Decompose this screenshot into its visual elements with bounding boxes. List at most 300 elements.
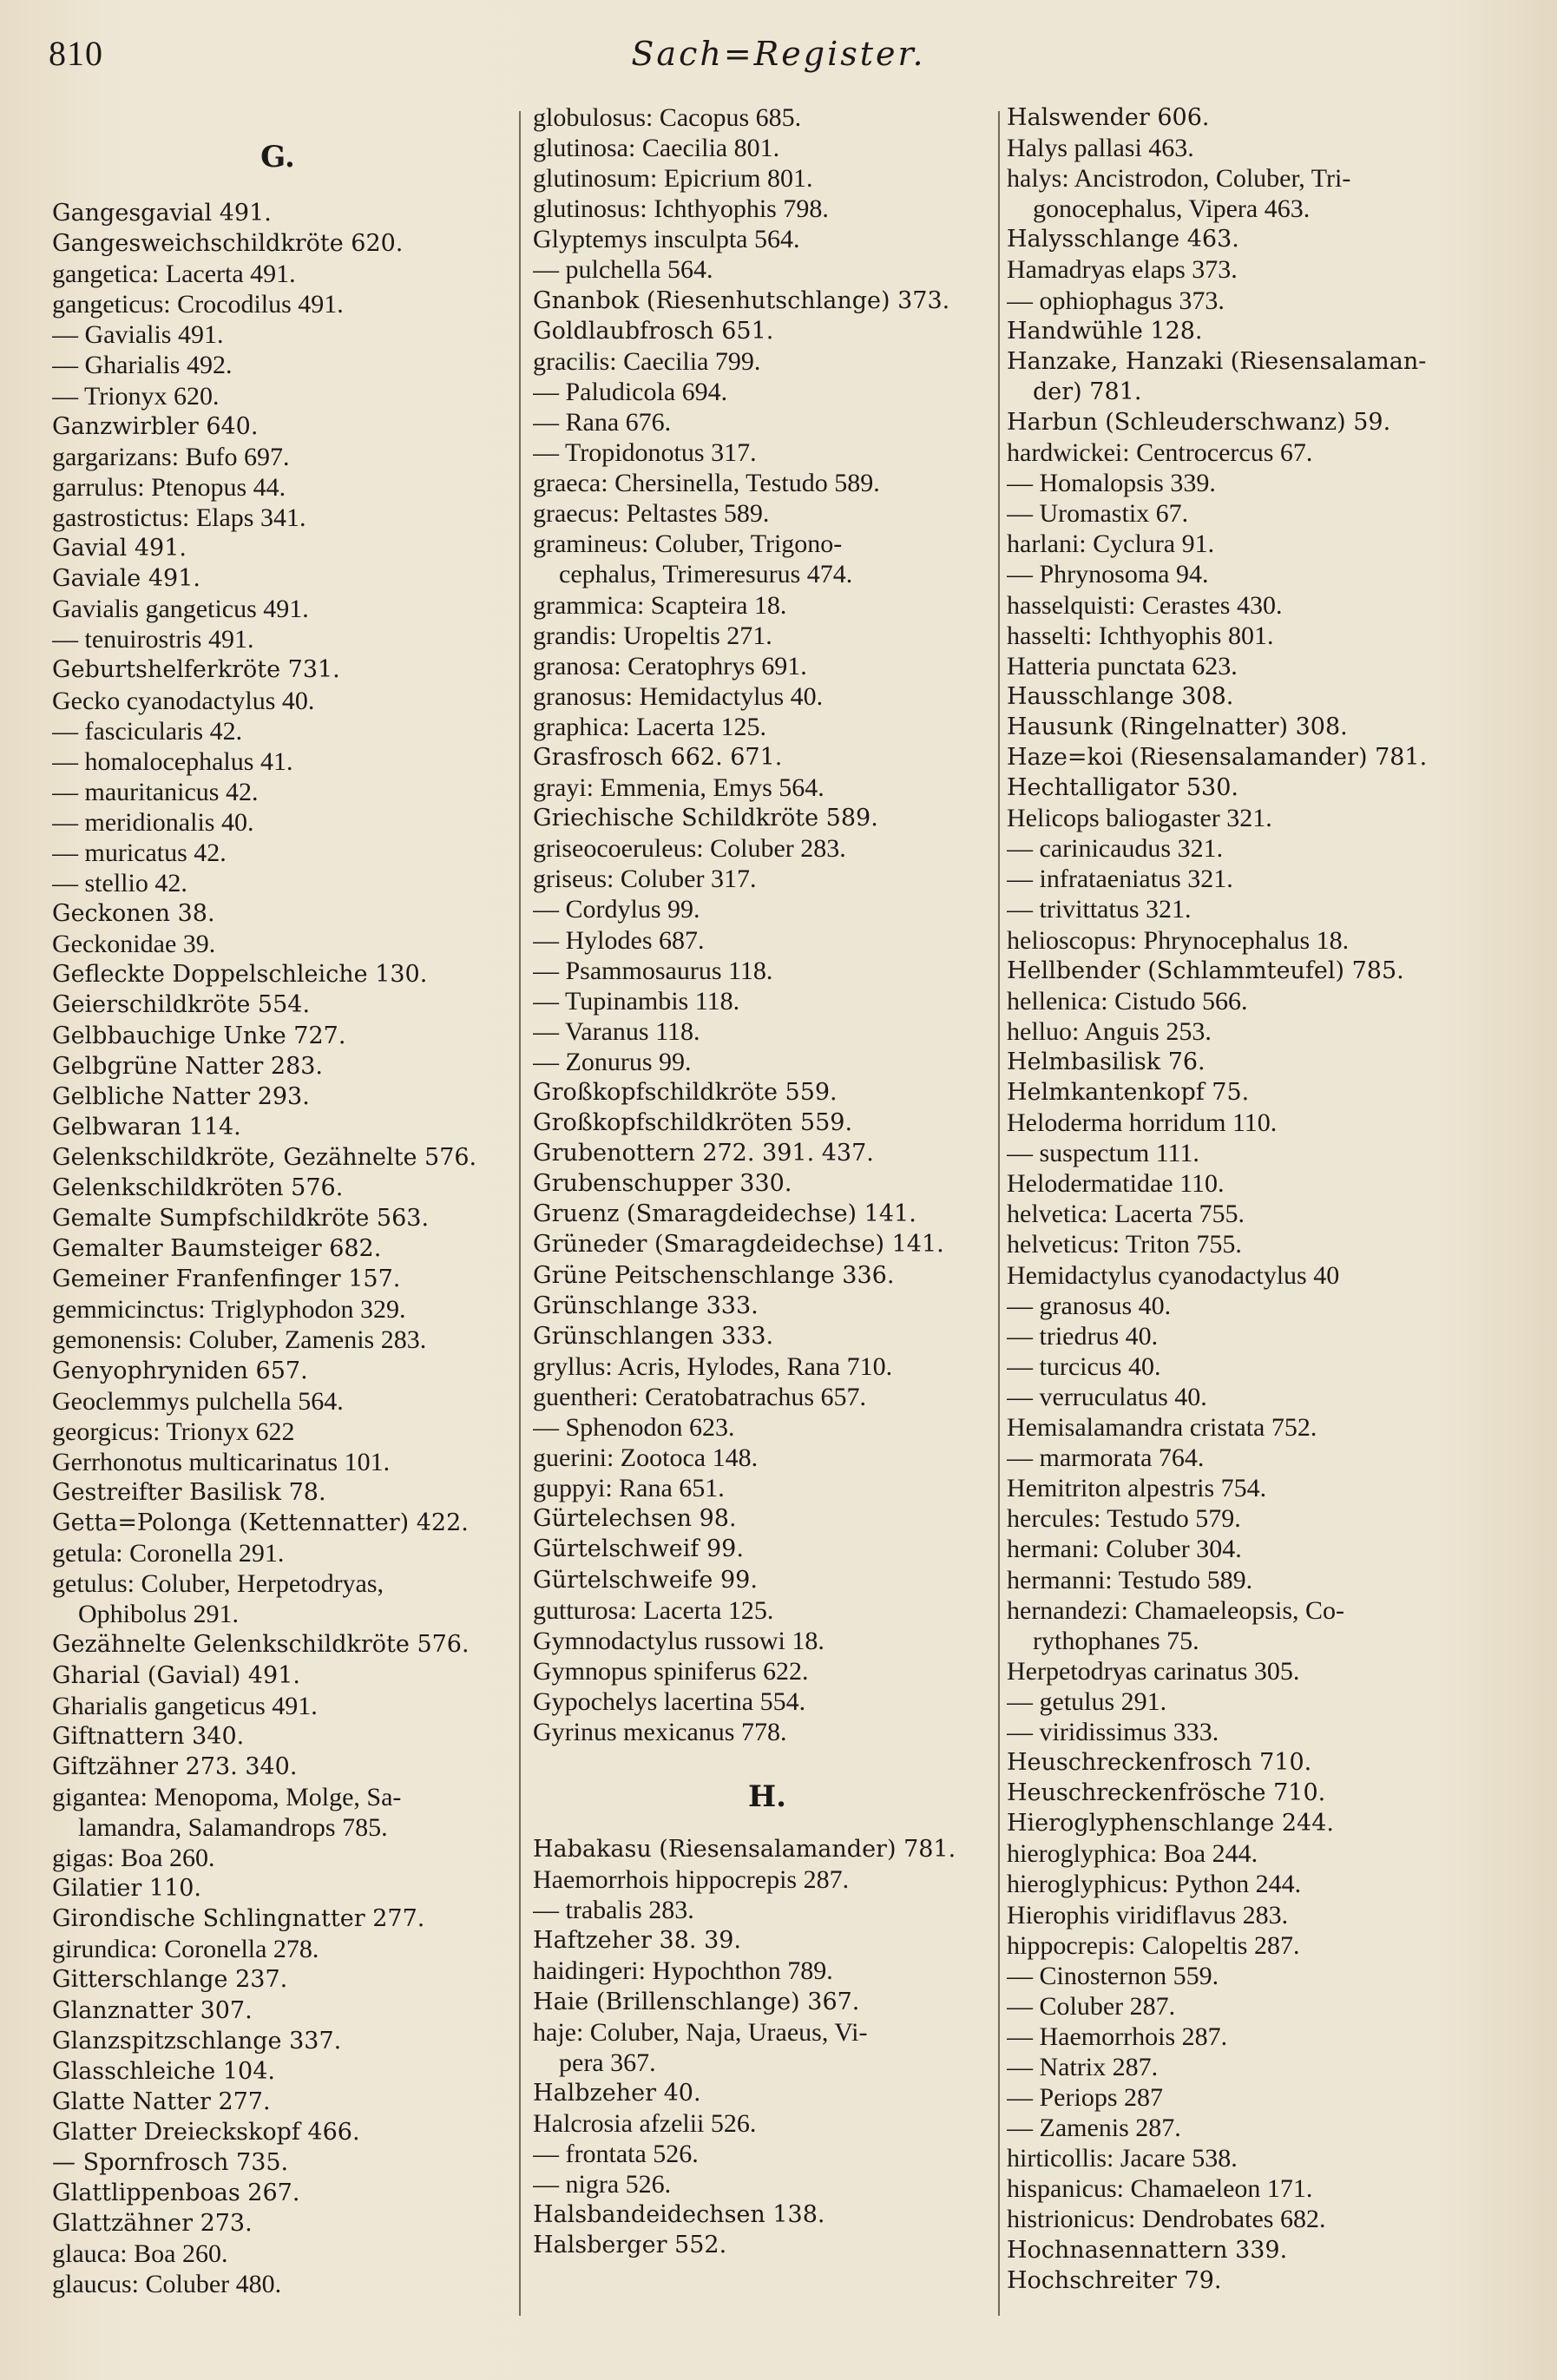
index-entry-text: — suspectum 111. [1007, 1139, 1199, 1168]
index-entry [52, 1995, 503, 2026]
index-entry [1007, 407, 1510, 437]
index-entry [1007, 2052, 1510, 2082]
index-entry-text: — mauritanicus 42. [52, 777, 259, 806]
index-entry [533, 864, 1002, 894]
index-entry-text: gastrostictus: Elaps 341. [52, 503, 306, 532]
index-entry-text: grandis: Uropeltis 271. [533, 621, 772, 650]
index-entry [52, 1173, 503, 1203]
index-entry-text: Haie (Brillenschlange) 367. [533, 1988, 860, 2015]
index-entry-text: Grüne Peitschenschlange 336. [533, 1261, 895, 1289]
index-entry [1007, 133, 1510, 163]
index-entry-text: Halsbandeidechsen 138. [533, 2201, 825, 2229]
index-entry [52, 2056, 503, 2087]
index-entry [533, 1443, 1002, 1473]
index-entry [533, 346, 1002, 377]
index-entry [533, 986, 1002, 1016]
index-entry [1007, 986, 1510, 1016]
index-entry [52, 1903, 503, 1934]
index-entry-text: Hochnasennattern 339. [1007, 2236, 1288, 2264]
index-entry [533, 286, 1002, 316]
index-entry-text: Gelbbauchige Unke 727. [52, 1022, 346, 1049]
index-entry [533, 2017, 1002, 2078]
index-entry [1007, 559, 1510, 589]
index-entry-text: Heuschreckenfrosch 710. [1007, 1749, 1312, 1777]
index-entry [533, 1717, 1002, 1747]
index-entry [533, 773, 1002, 803]
index-entry [52, 563, 503, 594]
index-entry-text: Hatteria punctata 623. [1007, 651, 1238, 680]
index-entry-text: glutinosus: Ichthyophis 798. [533, 194, 829, 224]
index-entry-text: Helmbasilisk 76. [1007, 1048, 1206, 1075]
index-entry-text: Gecko cyanodactylus 40. [52, 686, 315, 715]
index-entry [52, 1386, 503, 1417]
index-entry [52, 1508, 503, 1538]
index-entry [52, 1477, 503, 1508]
index-entry-text: gramineus: Coluber, Trigono- [533, 529, 843, 559]
index-entry-text: haje: Coluber, Naja, Uraeus, Vi- [533, 2017, 868, 2047]
index-entry [1007, 1138, 1510, 1168]
index-entry-text: Giftzähner 273. 340. [52, 1752, 298, 1780]
index-entry [1007, 1108, 1510, 1138]
index-entry-text: gemonensis: Coluber, Zamenis 283. [52, 1325, 427, 1355]
running-head: Sach=Register. [631, 35, 926, 73]
index-entry [533, 651, 1002, 681]
index-entry [1007, 2235, 1510, 2265]
index-entry-text: Gemeiner Franfenfinger 157. [52, 1266, 401, 1293]
index-entry [52, 2269, 503, 2299]
index-entry [533, 1834, 1002, 1864]
index-entry-text: grayi: Emmenia, Emys 564. [533, 773, 824, 803]
index-entry-text: — nigra 526. [533, 2170, 672, 2199]
index-entry [52, 1294, 503, 1325]
index-entry-text: Hausunk (Ringelnatter) 308. [1007, 713, 1348, 740]
index-entry [52, 350, 503, 380]
index-entry [533, 1077, 1002, 1108]
index-entry-text: Gymnodactylus russowi 18. [533, 1626, 824, 1655]
index-entry [1007, 1534, 1510, 1564]
index-entry-text: — tenuirostris 491. [52, 625, 254, 654]
index-entry [533, 2230, 1002, 2260]
index-entry-text: Haze=koi (Riesensalamander) 781. [1007, 743, 1428, 771]
index-entry-text: hermanni: Testudo 589. [1007, 1565, 1253, 1594]
index-entry-text: — Gharialis 492. [52, 351, 233, 380]
index-entry-text: — Hylodes 687. [533, 925, 705, 955]
index-entry [533, 529, 1002, 589]
index-entry-text: Hemisalamandra cristata 752. [1007, 1413, 1317, 1443]
index-entry [533, 1565, 1002, 1595]
index-entry-text: Hanzake, Hanzaki (Riesensalaman- [1007, 347, 1427, 375]
index-entry-text: Hierophis viridiflavus 283. [1007, 1900, 1289, 1930]
index-entry [1007, 102, 1510, 133]
index-entry [52, 1721, 503, 1752]
index-entry [533, 102, 1002, 133]
index-entry-text: guerini: Zootoca 148. [533, 1443, 759, 1473]
index-entry [52, 868, 503, 898]
index-entry-text: — muricatus 42. [52, 838, 227, 867]
index-entry-text: helioscopus: Phrynocephalus 18. [1007, 925, 1350, 955]
index-entry-text: Großkopfschildkröte 559. [533, 1079, 838, 1106]
index-entry-text: Harbun (Schleuderschwanz) 59. [1007, 408, 1391, 436]
index-entry-text: — marmorata 764. [1007, 1443, 1205, 1473]
index-entry-text: — meridionalis 40. [52, 807, 254, 837]
index-entry-text: Hamadryas elaps 373. [1007, 255, 1238, 285]
index-entry-text: Glattlippenboas 267. [52, 2179, 300, 2207]
index-entry-text: Gruenz (Smaragdeidechse) 141. [533, 1200, 916, 1228]
index-entry [533, 377, 1002, 407]
index-entry-text: Gemalte Sumpfschildkröte 563. [52, 1205, 430, 1233]
index-entry-text: gangetica: Lacerta 491. [52, 260, 296, 289]
index-entry [533, 163, 1002, 194]
index-entry-text: hercules: Testudo 579. [1007, 1504, 1241, 1534]
index-entry-text: halys: Ancistrodon, Coluber, Tri- [1007, 164, 1351, 194]
index-entry [1007, 224, 1510, 254]
index-entry-text: Hausschlange 308. [1007, 682, 1234, 710]
index-entry [1007, 1199, 1510, 1229]
index-entry-text: hieroglyphicus: Python 244. [1007, 1870, 1302, 1899]
index-entry-text: gangeticus: Crocodilus 491. [52, 290, 344, 319]
index-entry [1007, 1656, 1510, 1686]
index-entry [533, 1412, 1002, 1443]
index-entry [1007, 529, 1510, 559]
index-entry-text: Heloderma horridum 110. [1007, 1108, 1278, 1138]
index-entry [1007, 1412, 1510, 1443]
index-entry-text: — triedrus 40. [1007, 1321, 1159, 1351]
index-entry-text: — Sphenodon 623. [533, 1413, 735, 1443]
index-entry-text: guentheri: Ceratobatrachus 657. [533, 1382, 867, 1411]
index-column-2 [533, 102, 1002, 2260]
index-entry-text: Hieroglyphenschlange 244. [1007, 1810, 1334, 1838]
index-entry-text: Hellbender (Schlammteufel) 785. [1007, 957, 1404, 984]
index-entry [533, 1864, 1002, 1895]
index-entry-text: glaucus: Coluber 480. [52, 2270, 282, 2299]
index-entry-text: — stellio 42. [52, 869, 187, 898]
index-entry-text: Gürtelschweife 99. [533, 1566, 758, 1594]
index-entry-text: guppyi: Rana 651. [533, 1474, 725, 1503]
index-entry-text: Geckonidae 39. [52, 930, 216, 959]
index-entry-text: Gelenkschildkröte, Gezähnelte 576. [52, 1143, 477, 1171]
index-entry-text: — turcicus 40. [1007, 1351, 1161, 1381]
index-entry-text: Gharial (Gavial) 491. [52, 1661, 300, 1689]
index-entry [533, 1291, 1002, 1321]
index-entry-text: Gelbgrüne Natter 283. [52, 1052, 324, 1080]
index-entry [52, 1112, 503, 1142]
index-entry [1007, 1229, 1510, 1259]
index-entry-text: Grünschlange 333. [533, 1292, 759, 1319]
index-entry-text: getulus: Coluber, Herpetodryas, [52, 1569, 384, 1599]
index-entry-text: — Varanus 118. [533, 1016, 700, 1046]
index-entry-text: — Zamenis 287. [1007, 2114, 1181, 2143]
index-entry [533, 742, 1002, 773]
index-entry [533, 498, 1002, 529]
index-entry-text: Hemitriton alpestris 754. [1007, 1474, 1267, 1503]
index-entry [52, 228, 503, 259]
index-entry-text: hasselquisti: Cerastes 430. [1007, 590, 1283, 620]
index-entry-text: Girondische Schlingnatter 277. [52, 1905, 425, 1933]
index-entry [1007, 1869, 1510, 1899]
index-entry [1007, 1778, 1510, 1808]
index-entry [533, 133, 1002, 163]
index-entry [1007, 681, 1510, 712]
index-entry [533, 833, 1002, 864]
index-entry-text: Halys pallasi 463. [1007, 134, 1194, 163]
index-entry [52, 777, 503, 807]
index-entry [533, 254, 1002, 285]
index-entry-text: hirticollis: Jacare 538. [1007, 2144, 1238, 2173]
index-entry-text: girundica: Coronella 278. [52, 1935, 319, 1964]
index-entry [1007, 1473, 1510, 1503]
index-entry [533, 2169, 1002, 2199]
index-entry [1007, 2022, 1510, 2052]
index-entry-text: Gangesgavial 491. [52, 200, 272, 227]
index-entry [533, 1138, 1002, 1168]
index-entry [533, 1686, 1002, 1717]
index-entry-text: — Cinosternon 559. [1007, 1961, 1219, 1990]
index-entry-text: Haemorrhois hippocrepis 287. [533, 1865, 850, 1895]
index-entry [1007, 346, 1510, 407]
index-entry [1007, 925, 1510, 956]
index-entry-text: Glanznatter 307. [52, 1996, 253, 2024]
index-entry [533, 1987, 1002, 2017]
index-entry [533, 1016, 1002, 1047]
index-entry [1007, 803, 1510, 833]
index-entry [533, 194, 1002, 224]
index-entry [1007, 1595, 1510, 1656]
index-entry-text: Helodermatidae 110. [1007, 1169, 1225, 1199]
index-entry [533, 1895, 1002, 1925]
index-entry-text: — Periops 287 [1007, 2083, 1163, 2113]
index-entry-text: Herpetodryas carinatus 305. [1007, 1656, 1300, 1686]
index-entry [52, 533, 503, 563]
index-entry-text: Gelbliche Natter 293. [52, 1082, 310, 1110]
index-entry-text: — frontata 526. [533, 2140, 699, 2168]
index-entry-text: glutinosum: Epicrium 801. [533, 164, 813, 194]
index-entry [1007, 2143, 1510, 2173]
index-entry-text: helvetica: Lacerta 755. [1007, 1200, 1245, 1229]
index-entry [52, 503, 503, 533]
index-entry [1007, 1717, 1510, 1747]
index-entry [1007, 1930, 1510, 1961]
index-entry-text: hernandezi: Chamaeleopsis, Co- [1007, 1595, 1345, 1625]
index-entry-text: Hechtalligator 530. [1007, 774, 1238, 802]
index-entry-text: gracilis: Caecilia 799. [533, 346, 761, 376]
index-entry [1007, 894, 1510, 924]
index-entry-text: — Phrynosoma 94. [1007, 560, 1209, 589]
index-entry-text: — fascicularis 42. [52, 716, 243, 746]
index-entry [52, 472, 503, 503]
index-entry [52, 1356, 503, 1386]
index-entry [1007, 1260, 1510, 1291]
index-entry [1007, 2173, 1510, 2204]
index-entry [52, 1843, 503, 1873]
index-entry [533, 1382, 1002, 1412]
index-entry-text: — Uromastix 67. [1007, 499, 1189, 529]
index-entry-text: helluo: Anguis 253. [1007, 1016, 1212, 1046]
index-entry-text: Gerrhonotus multicarinatus 101. [52, 1447, 391, 1476]
index-entry-text: haidingeri: Hypochthon 789. [533, 1956, 833, 1986]
index-entry [52, 716, 503, 746]
index-entry [52, 989, 503, 1020]
index-entry [52, 1873, 503, 1903]
index-entry-text: Glasschleiche 104. [52, 2057, 275, 2085]
index-entry [52, 929, 503, 959]
index-entry [533, 925, 1002, 956]
index-entry-text: grammica: Scapteira 18. [533, 590, 787, 620]
index-entry [1007, 1686, 1510, 1717]
index-entry [1007, 163, 1510, 224]
index-entry [533, 1108, 1002, 1138]
index-entry-text: Gyrinus mexicanus 778. [533, 1717, 787, 1746]
index-entry-text: graeca: Chersinella, Testudo 589. [533, 469, 880, 498]
index-entry [52, 259, 503, 289]
index-entry [1007, 590, 1510, 621]
index-entry [52, 1934, 503, 1964]
index-entry-text: Handwühle 128. [1007, 317, 1203, 345]
index-entry-text: Gypochelys lacertina 554. [533, 1686, 806, 1716]
index-entry [52, 1021, 503, 1051]
index-entry [533, 2199, 1002, 2230]
index-entry [52, 654, 503, 685]
index-entry [52, 1142, 503, 1173]
index-entry-text: Glatter Dreieckskopf 466. [52, 2118, 360, 2146]
index-entry [1007, 1991, 1510, 2022]
index-entry-text: — Rana 676. [533, 407, 672, 437]
index-entry [533, 1047, 1002, 1077]
index-entry-text: Gangesweichschildkröte 620. [52, 230, 404, 258]
index-entry [52, 838, 503, 868]
index-entry [533, 2139, 1002, 2169]
index-entry [533, 590, 1002, 621]
index-entry-text: glauca: Boa 260. [52, 2239, 228, 2269]
index-entry [1007, 833, 1510, 864]
index-entry-text: Heuschreckenfrösche 710. [1007, 1779, 1326, 1807]
index-entry-text: Genyophryniden 657. [52, 1357, 308, 1384]
index-entry-text: getula: Coronella 291. [52, 1539, 285, 1568]
index-entry-text: Helicops baliogaster 321. [1007, 804, 1272, 833]
index-entry [52, 1447, 503, 1477]
index-entry-text: gryllus: Acris, Hylodes, Rana 710. [533, 1351, 893, 1381]
index-entry [1007, 437, 1510, 468]
index-entry-text: Glatte Natter 277. [52, 2087, 271, 2115]
index-entry-text: — Cordylus 99. [533, 895, 700, 924]
index-entry [1007, 1351, 1510, 1382]
index-entry [1007, 1808, 1510, 1838]
index-entry [1007, 1077, 1510, 1108]
index-entry [1007, 1503, 1510, 1534]
index-entry [1007, 1168, 1510, 1199]
index-entry [52, 1691, 503, 1721]
index-entry [52, 807, 503, 838]
index-entry-text: Großkopfschildkröten 559. [533, 1109, 853, 1137]
index-entry-text: hermani: Coluber 304. [1007, 1535, 1242, 1564]
index-column-1 [52, 102, 503, 2299]
index-entry [52, 2239, 503, 2269]
index-entry [533, 1656, 1002, 1686]
index-entry-text: glutinosa: Caecilia 801. [533, 134, 780, 163]
index-entry-text: Griechische Schildkröte 589. [533, 805, 878, 832]
index-entry [533, 1229, 1002, 1259]
index-entry [52, 746, 503, 777]
index-entry-text: Getta=Polonga (Kettennatter) 422. [52, 1509, 469, 1537]
index-entry [52, 442, 503, 472]
index-entry [1007, 254, 1510, 285]
index-entry [52, 2178, 503, 2208]
index-entry [52, 898, 503, 929]
index-entry [533, 894, 1002, 924]
index-entry-text: — Spornfrosch 735. [52, 2149, 289, 2176]
index-entry-text: — infrataeniatus 321. [1007, 865, 1233, 894]
index-entry [533, 712, 1002, 742]
index-entry [533, 1260, 1002, 1291]
index-entry [52, 1752, 503, 1782]
index-entry-text: Hochschreiter 79. [1007, 2266, 1222, 2294]
index-entry-text: gargarizans: Bufo 697. [52, 442, 290, 471]
index-entry [1007, 1838, 1510, 1869]
index-entry [533, 1626, 1002, 1656]
index-entry-text: — granosus 40. [1007, 1291, 1172, 1320]
index-column-3 [1007, 102, 1510, 2296]
index-entry-text: Helmkantenkopf 75. [1007, 1079, 1250, 1106]
index-entry-text: griseocoeruleus: Coluber 283. [533, 834, 846, 864]
index-entry-text: Haftzeher 38. 39. [533, 1927, 742, 1955]
index-entry [52, 1051, 503, 1082]
index-entry-text: Geckonen 38. [52, 900, 215, 928]
index-entry-text: Gavial 491. [52, 535, 187, 562]
index-entry [1007, 1961, 1510, 1991]
index-entry-text: Grubenottern 272. 391. 437. [533, 1140, 874, 1167]
index-entry [533, 1925, 1002, 1956]
index-entry-text: griseus: Coluber 317. [533, 865, 757, 894]
index-entry-text: Halsberger 552. [533, 2232, 727, 2259]
index-entry [1007, 1321, 1510, 1351]
index-entry [52, 2147, 503, 2178]
index-entry [533, 316, 1002, 346]
index-entry [52, 1203, 503, 1233]
index-entry [1007, 773, 1510, 803]
index-entry-text: Glattzähner 273. [52, 2210, 253, 2238]
index-entry-text: hispanicus: Chamaeleon 171. [1007, 2174, 1313, 2204]
index-entry-continuation: cephalus, Trimeresurus 474. [559, 560, 853, 589]
index-entry [1007, 651, 1510, 681]
index-entry-text: — Paludicola 694. [533, 377, 728, 406]
index-entry-text: Geburtshelferkröte 731. [52, 656, 340, 684]
index-entry-text: Gemalter Baumsteiger 682. [52, 1235, 382, 1263]
index-entry-continuation: Ophibolus 291. [78, 1600, 240, 1629]
index-entry-text: — Zonurus 99. [533, 1047, 692, 1076]
index-entry [1007, 956, 1510, 986]
index-entry-text: granosa: Ceratophrys 691. [533, 651, 807, 680]
index-entry-continuation: der) 781. [1033, 378, 1142, 405]
index-entry-text: — Tropidonotus 317. [533, 438, 757, 468]
column-rule [519, 111, 521, 2316]
index-entry-text: — Coluber 287. [1007, 1991, 1176, 2021]
index-entry-text: — Tupinambis 118. [533, 986, 740, 1016]
index-entry-text: Gestreifter Basilisk 78. [52, 1478, 326, 1506]
index-entry-text: Halcrosia afzelii 526. [533, 2108, 757, 2138]
index-entry-text: graecus: Peltastes 589. [533, 499, 770, 529]
index-entry [533, 407, 1002, 437]
index-entry-text: gigantea: Menopoma, Molge, Sa- [52, 1782, 402, 1811]
index-entry [1007, 1016, 1510, 1047]
index-entry [533, 468, 1002, 498]
index-entry-text: — Natrix 287. [1007, 2053, 1159, 2081]
index-entry [1007, 621, 1510, 651]
index-entry-text: hardwickei: Centrocercus 67. [1007, 438, 1313, 468]
index-entry-text: garrulus: Ptenopus 44. [52, 472, 286, 502]
index-entry-text: — ophiophagus 373. [1007, 286, 1225, 315]
index-entry [533, 1473, 1002, 1503]
index-entry-text: Glanzspitzschlange 337. [52, 2027, 342, 2055]
index-entry [533, 1534, 1002, 1564]
